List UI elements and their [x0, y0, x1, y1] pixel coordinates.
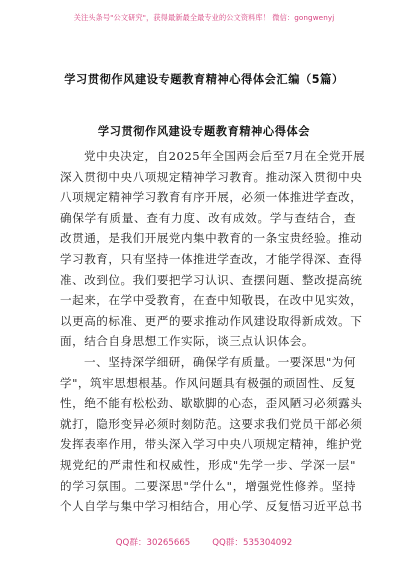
text-line: 就打，隐形变异必须时刻防范。这要求我们党员干部必须 — [60, 416, 363, 431]
section-title: 学习贯彻作风建设专题教育精神心得体会 — [97, 125, 311, 138]
text-line: 学"，筑牢思想根基。作风问题具有极强的顽固性、反复 — [60, 375, 357, 390]
text-line: 面，结合自身思想工作实际，谈三点认识体会。 — [60, 334, 314, 349]
footer-contact — [0, 536, 408, 548]
text-line: 个人自学与集中学习相结合，用心学、反复悟习近平总书 — [60, 499, 363, 514]
qq-group-2-label: QQ群： — [212, 538, 243, 548]
text-line: 性，绝不能有松松劲、歇歇脚的心态，歪风陋习必须露头 — [60, 396, 363, 411]
text-line: 改贯通，是我们开展党内集中教育的一条宝贵经验。推动 — [60, 231, 363, 246]
text-line: 规党纪的严肃性和权威性，形成"先学一步、学深一层" — [60, 457, 356, 472]
text-line: 一、坚持深学细研，确保学有质量。一要深思"为何 — [84, 354, 356, 369]
qq-group-2-number: 535304092 — [242, 538, 293, 548]
text-line: 深入贯彻中央八项规定精神学习教育。推动深入贯彻中央 — [60, 169, 363, 184]
text-line: 的学习氛围。二要深思"学什么"，增强党性修养。坚持 — [60, 478, 356, 493]
body-text — [60, 146, 366, 517]
text-line: 发挥表率作用，带头深入学习中央八项规定精神，维护党 — [60, 437, 363, 452]
text-line: 确保学有质量、查有力度、改有成效。学与查结合，查 — [60, 210, 356, 225]
document-title: 学习贯彻作风建设专题教育精神心得体会汇编（5篇） — [64, 73, 344, 86]
qq-group-1 — [116, 538, 190, 548]
text-line: 党中央决定，自2025年全国两会后至7月在全党开展 — [84, 149, 366, 163]
text-line: 一起来，在学中受教育，在查中知敬畏，在改中见实效， — [60, 293, 363, 308]
text-line: 八项规定精神学习教育有序开展，必须一体推进学查改， — [60, 190, 363, 205]
text-line: 学习教育，只有坚持一体推进学查改，才能学得深、查得 — [60, 251, 363, 266]
text-line: 准、改到位。我们要把学习认识、查摆问题、整改提高统 — [60, 272, 363, 287]
qq-group-1-label: QQ群： — [115, 538, 147, 548]
watermark-banner: 关注头条号"公文研究"，获得最新最全最专业的公文资料库！ 微信：gongwenyj — [73, 13, 335, 22]
text-line: 以更高的标准、更严的要求推动作风建设取得新成效。下 — [60, 313, 363, 328]
qq-group-2 — [212, 538, 292, 548]
qq-group-1-number: 30265665 — [146, 538, 191, 548]
